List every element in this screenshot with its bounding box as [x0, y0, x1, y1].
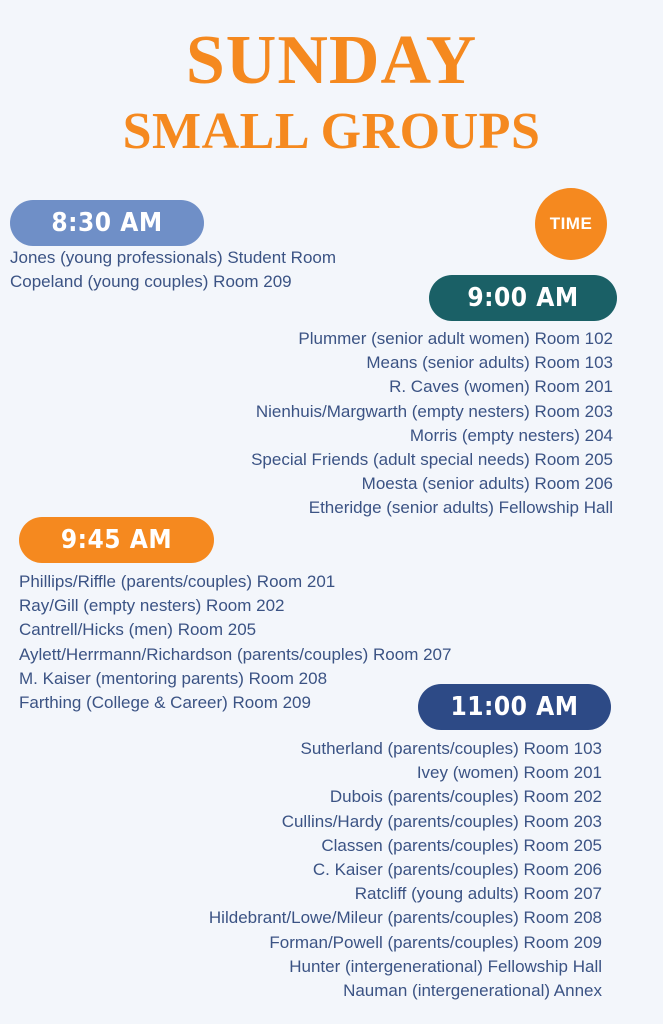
time-pill-1100: 11:00 AM [418, 684, 611, 730]
list-item: Phillips/Riffle (parents/couples) Room 201 [19, 572, 336, 591]
time-pill-0830: 8:30 AM [10, 200, 204, 246]
list-item: Means (senior adults) Room 103 [366, 353, 613, 373]
group-list-0900 [251, 327, 613, 521]
list-item: Nauman (intergenerational) Annex [343, 981, 602, 1001]
list-item: Hildebrant/Lowe/Mileur (parents/couples) Room 208 [208, 908, 602, 928]
list-item: Cantrell/Hicks (men) Room 205 [19, 620, 257, 640]
list-item: Hunter (intergenerational) Fellowship Hall [289, 956, 602, 976]
group-list-0830 [10, 246, 336, 294]
time-badge: TIME [535, 188, 607, 260]
list-item: Cullins/Hardy (parents/couples) Room 203 [281, 811, 602, 831]
list-item: C. Kaiser (parents/couples) Room 206 [312, 860, 602, 880]
list-item: Nienhuis/Margwarth (empty nesters) Room 203 [255, 401, 613, 421]
list-item: Ivey (women) Room 201 [416, 763, 602, 783]
list-item: Morris (empty nesters) 204 [409, 425, 613, 445]
list-item: Moesta (senior adults) Room 206 [361, 474, 613, 494]
group-list-0945 [19, 570, 451, 715]
list-item: Plummer (senior adult women) Room 102 [298, 329, 613, 348]
list-item: Ratcliff (young adults) Room 207 [354, 884, 602, 904]
list-item: Jones (young professionals) Student Room [10, 248, 337, 267]
list-item: Dubois (parents/couples) Room 202 [329, 787, 602, 807]
page-subtitle: SMALL GROUPS [122, 103, 541, 160]
page-title: SUNDAY [185, 22, 478, 99]
list-item: Sutherland (parents/couples) Room 103 [300, 739, 602, 758]
group-list-1100 [209, 737, 602, 1003]
list-item: Classen (parents/couples) Room 205 [321, 835, 602, 855]
list-item: Ray/Gill (empty nesters) Room 202 [19, 596, 285, 616]
list-item: Aylett/Herrmann/Richardson (parents/couples) Room 207 [19, 644, 452, 664]
list-item: Etheridge (senior adults) Fellowship Hall [308, 498, 613, 518]
time-pill-0900: 9:00 AM [429, 275, 617, 321]
list-item: Copeland (young couples) Room 209 [10, 272, 292, 292]
list-item: Special Friends (adult special needs) Room 205 [251, 450, 613, 470]
list-item: R. Caves (women) Room 201 [389, 377, 613, 397]
list-item: Farthing (College & Career) Room 209 [19, 693, 311, 713]
time-pill-0945: 9:45 AM [19, 517, 214, 563]
list-item: Forman/Powell (parents/couples) Room 209 [269, 932, 602, 952]
list-item: M. Kaiser (mentoring parents) Room 208 [19, 668, 328, 688]
